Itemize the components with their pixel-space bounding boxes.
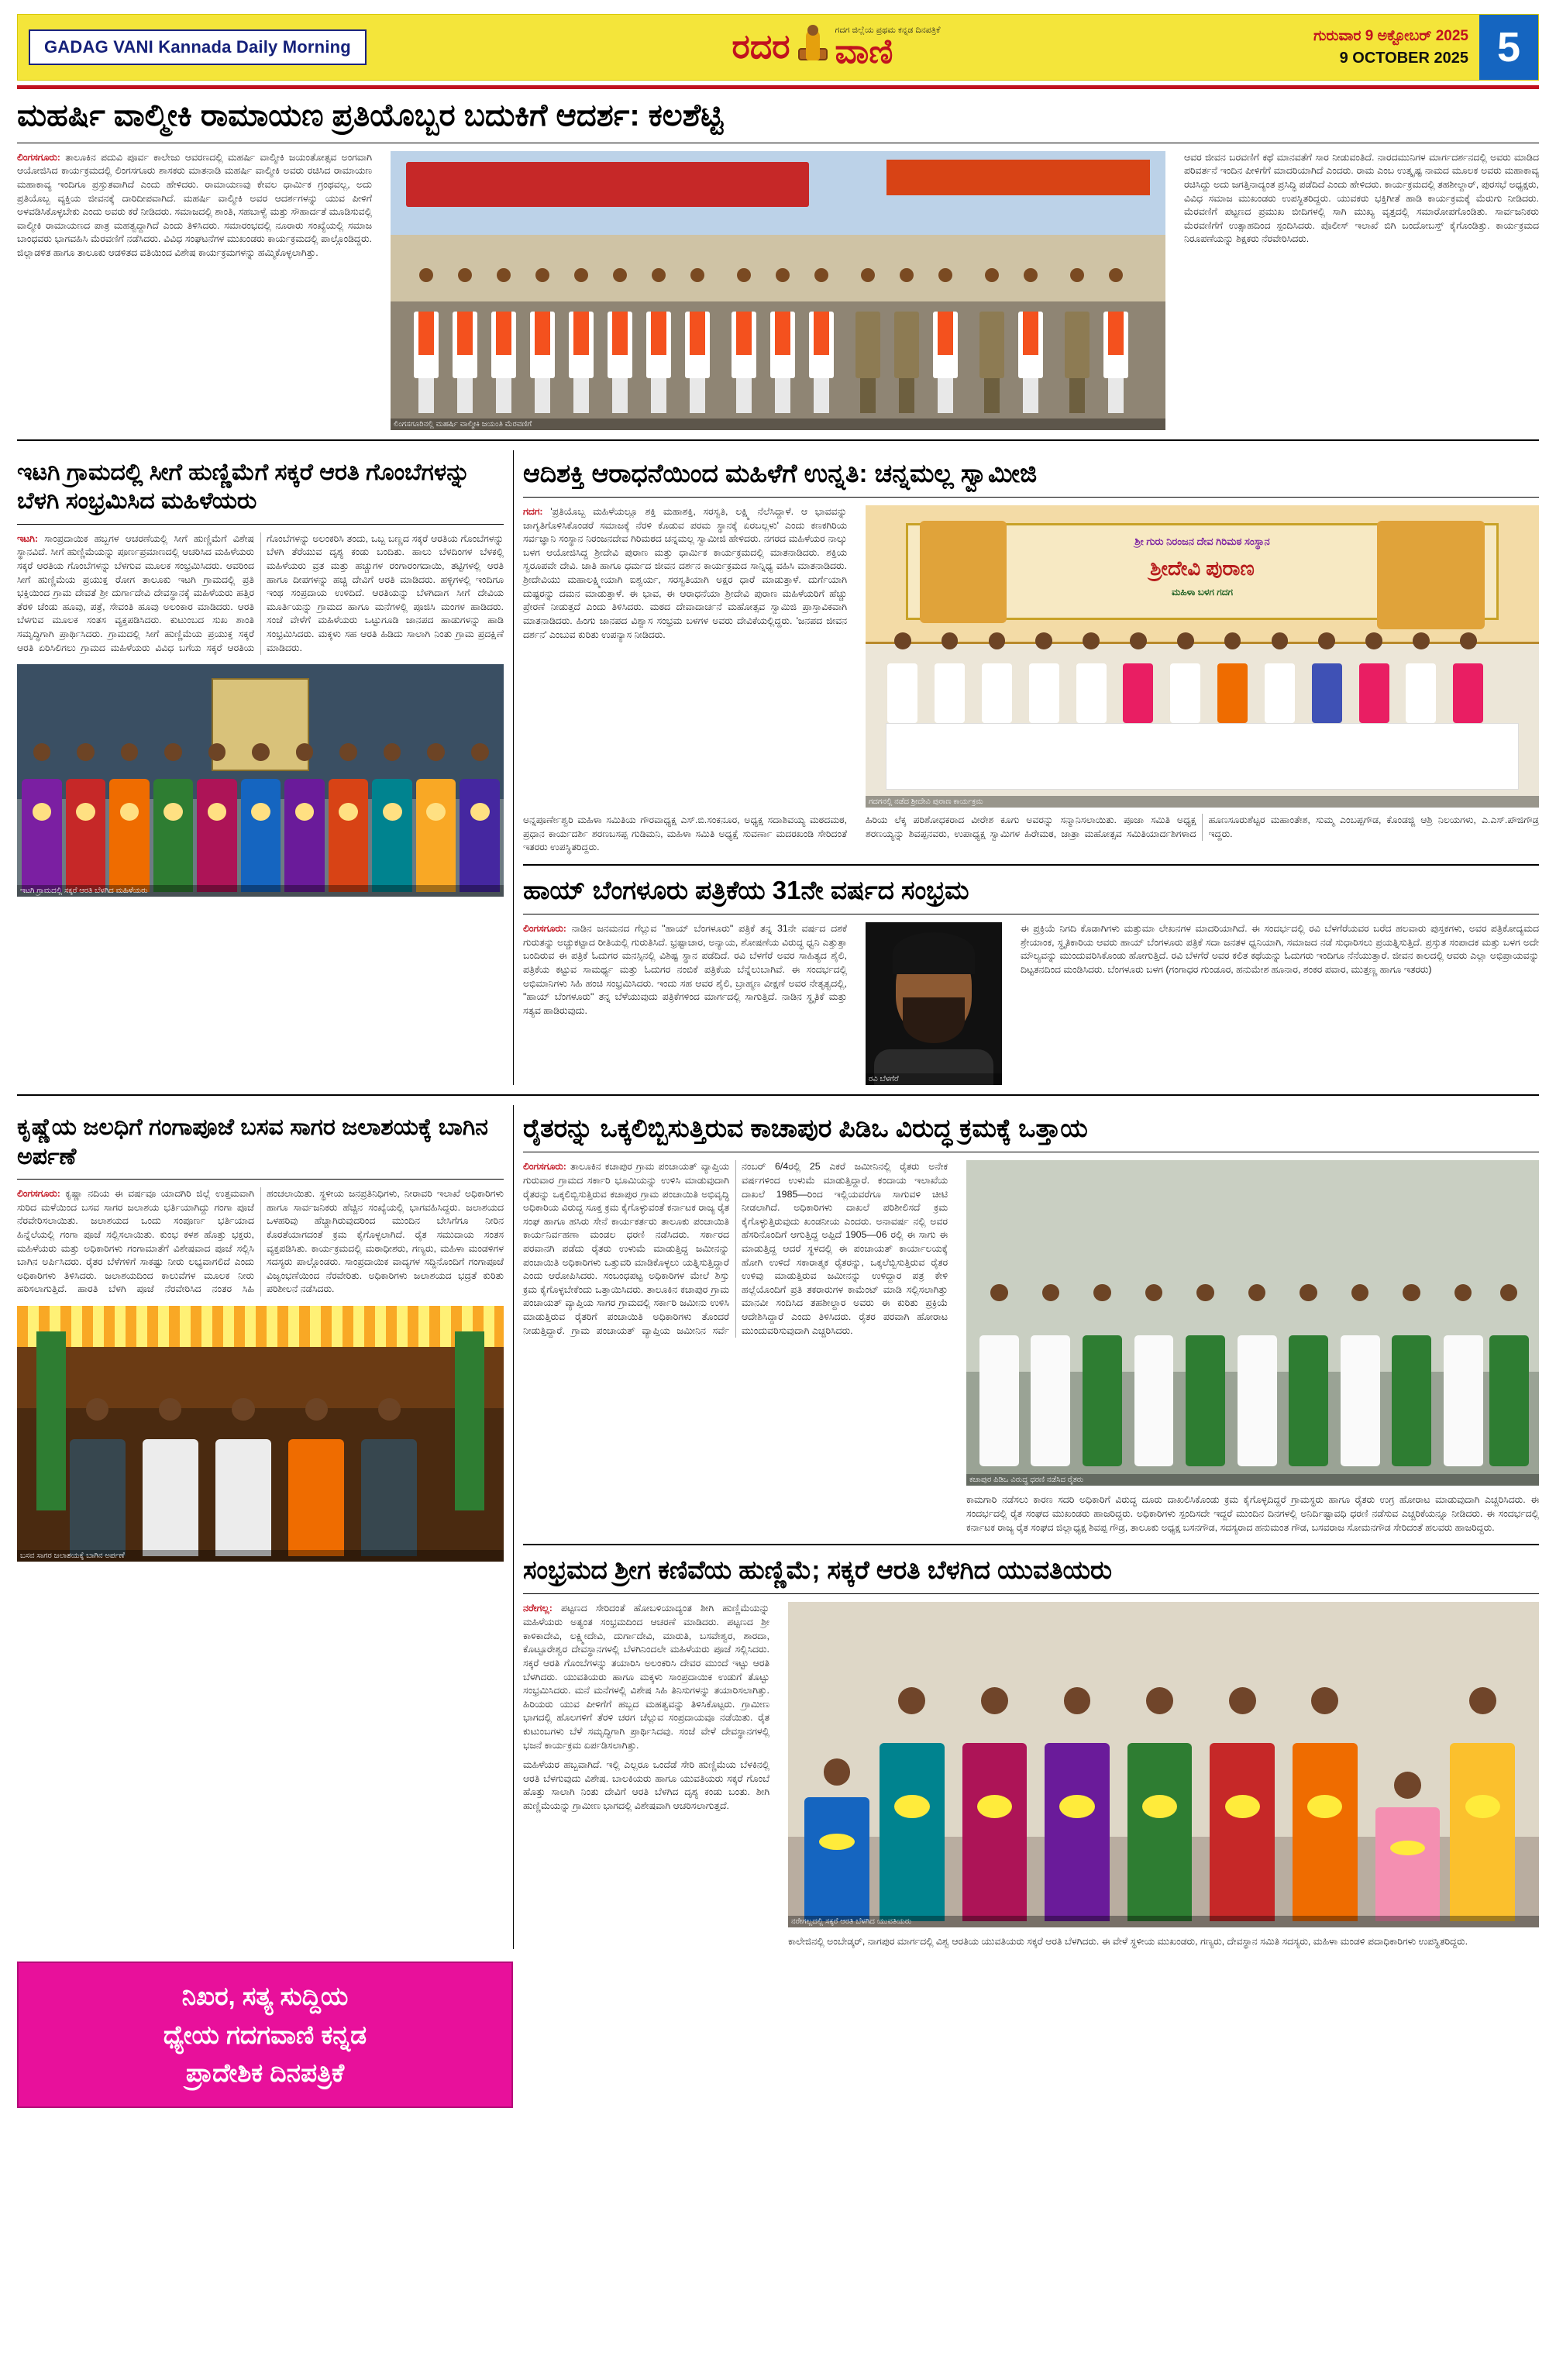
date-kannada: ಗುರುವಾರ 9 ಅಕ್ಟೋಬರ್ 2025: [1313, 27, 1468, 44]
photo-ganga-pooje: [17, 1306, 504, 1562]
seege-story: [523, 1555, 1539, 1949]
adishakti-body-col1: [523, 505, 847, 642]
lead-dateline: ಲಿಂಗಸಗೂರು:: [17, 151, 60, 163]
photo-women-lamps: [17, 664, 504, 897]
page-number: 5: [1479, 15, 1538, 80]
photo-caption-stage: ಗದಗನಲ್ಲಿ ನಡೆದ ಶ್ರೀದೇವಿ ಪುರಾಣ ಕಾರ್ಯಕ್ರಮ: [866, 796, 1539, 808]
adishakti-headline: ಆದಿಶಕ್ತಿ ಆರಾಧನೆಯಿಂದ ಮಹಿಳೆಗೆ ಉನ್ನತಿ: ಚನ್ನಮಲ್ಲ ಸ್ವಾಮೀಜಿ: [523, 458, 1038, 487]
slogan-box: [17, 1962, 513, 2108]
photo-ravi-belagere: [866, 922, 1002, 1085]
adishakti-text-1: 'ಪ್ರತಿಯೊಬ್ಬ ಮಹಿಳೆಯಲ್ಲೂ ಶಕ್ತಿ ಮಹಾಶಕ್ತಿ, ಸರಸ್ವತಿ, ಲಕ್ಷ್ಮಿ ನೆಲೆಸಿದ್ದಾಳೆ. ಆ ಭಾವವನ್ನು ಜಾಗೃತಿಗೊಳಿಸಿಕೊಂಡರೆ ಸಮಾಜಕ್ಕೆ ನೆರಳಿ ಕೊಡುವ ಪರಮ ಸ್ಥಾನಕ್ಕೆ ಏರಬಲ್ಲಳು' ಎಂದು ಕಣಕಗಿರಿಯ ಸರ್ವಜ್ಞಾನಿ ಸಂಸ್ಥಾನ ನಿರಂಜನದೇವ ಗಿರಿಮಠದ ಚನ್ನಮಲ್ಲ ಸ್ವಾಮೀಜಿ ಹೇಳಿದರು. ನಗರದ ಮಹಿಳೆಯರ ನಾಲ್ಕು ಬಳಗ ಆಯೋಜಿಸಿದ್ದ ಶ್ರೀದೇವಿ ಪುರಾಣ ಮತ್ತು ಧಾರ್ಮಿಕ ಕಾರ್ಯಕ್ರಮದಲ್ಲಿ ಮಾತನಾಡಿದರು. ಶಕ್ತಿಯ ಸ್ವರೂಪವೇ ದೇವಿ. ಜಾತಿ ಹಾಗೂ ಧರ್ಮದ ಜೀವನ ದರ್ಶನ ಕಾರ್ಯಕ್ರಮದ ಸಾನ್ನಿಧ್ಯ ವಹಿಸಿ ಮಾತನಾಡಿದರು. ಶ್ರೀದೇವಿಯು ಮಹಾಲಕ್ಷ್ಮೀಯಾಗಿ ಐಶ್ವರ್ಯ, ಸರಸ್ವತಿಯಾಗಿ ಅಕ್ಷರ ಧಾರೆ ಮಾಡುತ್ತಾಳೆ. ದುರ್ಗೆಯಾಗಿ ದುಷ್ಟರನ್ನು ದಮನ ಮಾಡುತ್ತಾಳೆ. ಈ ಭಾವ, ಈ ಆರಾಧನೆಯಾ ಶ್ರೀದೇವಿ ಪುರಾಣ ಮಹಿಳೆಯರಿಗೆ ಹೆಚ್ಚು ಪ್ರೇರಣೆ ನೀಡುತ್ತದೆ ಎಂದು ತಿಳಿಸಿದರು. ಮಠದ ದೇವಾದಾರ್ಚನೆ ಮಹೋತ್ಸವ ಸ್ವಾಮಿಜಿ ಪ್ರಾಸ್ತಾವಿಕವಾಗಿ ಮಾತನಾಡಿದರು. ಹಿಂಗು ಜಾನಪದ ವಿಶ್ವಾಸ ಸಂಭ್ರಮ ಬಳಗಳ ಅವರು ದೇವಿಕೆಯಲ್ಲಿದ್ದರು. 'ಜನಪದ ಜೀವನ ದರ್ಶನ' ಎಂಬುವ ಕುರಿತು ಉಪನ್ಯಾಸ ನೀಡಿದರು.: [523, 506, 847, 640]
photo-farmers-protest: [966, 1160, 1539, 1486]
date-english: 9 OCTOBER 2025: [1339, 49, 1468, 67]
ganga-pooje-body: [17, 1187, 504, 1297]
sugar-aarti-headline: ಇಟಗಿ ಗ್ರಾಮದಲ್ಲಿ ಸೀಗೆ ಹುಣ್ಣಿಮೆಗೆ ಸಕ್ಕರೆ ಆರತಿ ಗೊಂಬೆಗಳನ್ನು ಬೆಳಗಿ ಸಂಭ್ರಮಿಸಿದ ಮಹಿಳೆಯರು: [17, 459, 470, 515]
band-three: [17, 1105, 1539, 1949]
sugar-aarti-body: [17, 532, 504, 655]
photo-caption-meeting: ಕಚಾಪುರ ಪಿಡಿಒ ವಿರುದ್ಧ ಧರಣಿ ನಡೆಸಿದ ರೈತರು: [966, 1474, 1539, 1486]
kachapur-dateline: ಲಿಂಗಸಗೂರು:: [523, 1161, 566, 1173]
seege-col1: [523, 1602, 769, 1752]
banner-line2: ಮಹಿಳಾ ಬಳಗ ಗದಗ: [1172, 587, 1233, 598]
masthead-english-title: GADAG VANI Kannada Daily Morning: [29, 29, 367, 65]
ganga-pooje-dateline: ಲಿಂಗಸಗೂರು:: [17, 1188, 60, 1200]
seege-col3: ಕಾಲೇಜಿನಲ್ಲಿ ಅಂಬೇಡ್ಕರ್, ನಾಗಪುರ ಮಾರ್ಗದಲ್ಲಿ ವಿಶ್ವ ಆರತಿಯ ಯುವತಿಯರು ಸಕ್ಕರೆ ಆರತಿ ಬೆಳಗಿದರು. ಈ ವೇಳೆ ಸ್ಥಳೀಯ ಮುಖಂಡರು, ಗಣ್ಯರು, ದೇವಸ್ಥಾನ ಸಮಿತಿ ಸದಸ್ಯರು, ಮಹಿಳಾ ಮಂಡಳಿ ಪದಾಧಿಕಾರಿಗಳು ಉಪಸ್ಥಿತರಿದ್ದರು.: [788, 1936, 1468, 1948]
photo-caption-women-lamps: ಇಟಗಿ ಗ್ರಾಮದಲ್ಲಿ ಸಕ್ಕರೆ ಆರತಿ ಬೆಳಗಿದ ಮಹಿಳೆಯರು: [17, 885, 504, 897]
photo-valmiki-rally: [391, 151, 1165, 430]
slogan-line-3: ಪ್ರಾದೇಶಿಕ ದಿನಪತ್ರಿಕೆ: [185, 2058, 345, 2088]
seege-text-1: ಪಟ್ಟಣದ ಸೇರಿದಂತೆ ಹೋಬಳಿಯಾದ್ಯಂತ ಶೀಗಿ ಹುಣ್ಣಿಮೆಯನ್ನು ಮಹಿಳೆಯರು ಅತ್ಯಂತ ಸಂಭ್ರಮದಿಂದ ಆಚರಣೆ ಮಾಡಿದರು. ಪಟ್ಟಣದ ಶ್ರೀ ಕಾಳಿಕಾದೇವಿ, ಲಕ್ಷ್ಮೀದೇವಿ, ದುರ್ಗಾದೇವಿ, ಮಾರುತಿ, ಬಸವೇಶ್ವರ, ಶಾರದಾ, ಕೊಟ್ಟೂರೇಶ್ವರ ದೇವಸ್ಥಾನಗಳಲ್ಲಿ ಬೆಳಗಿನಿಂದಲೇ ಮಹಿಳೆಯರು ಪೂಜೆ ಸಲ್ಲಿಸಿದರು. ಸಕ್ಕರೆ ಆರತಿ ಗೊಂಬೆಗಳನ್ನು ತಯಾರಿಸಿ ಅಲಂಕರಿಸಿ ದೇವರ ಮುಂದೆ ಇಟ್ಟು ಆರತಿ ಬೆಳಗಿದರು. ಯುವತಿಯರು ಹಾಗೂ ಮಕ್ಕಳು ಸಾಂಪ್ರದಾಯಿಕ ಉಡುಗೆ ತೊಟ್ಟು ಸಂಭ್ರಮಿಸಿದರು. ಮನೆ ಮನೆಗಳಲ್ಲಿ ವಿಶೇಷ ಸಿಹಿ ತಿನಿಸುಗಳನ್ನು ತಯಾರಿಸಲಾಗಿತ್ತು. ಹಿರಿಯರು ಯುವ ಪೀಳಿಗೆಗೆ ಹಬ್ಬದ ಮಹತ್ವವನ್ನು ತಿಳಿಸಿಕೊಟ್ಟರು. ಗ್ರಾಮೀಣ ಭಾಗದಲ್ಲಿ ಹೊಲಗಳಿಗೆ ತೆರಳಿ ಚರಗ ಚೆಲ್ಲುವ ಸಂಪ್ರದಾಯವೂ ನಡೆಯಿತು. ರೈತ ಕುಟುಂಬಗಳು ಬೆಳೆ ಸಮೃದ್ಧಿಗಾಗಿ ಪ್ರಾರ್ಥಿಸಿದವು. ಸಂಜೆ ವೇಳೆ ದೇವಸ್ಥಾನಗಳಲ್ಲಿ ಭಜನೆ ಕಾರ್ಯಕ್ರಮ ಏರ್ಪಡಿಸಲಾಗಿತ್ತು.: [523, 1603, 769, 1751]
lead-body-col1: [17, 151, 372, 260]
hi-bengaluru-col2: ಈ ಪ್ರಕ್ರಿಯೆ ನಿಗದಿ ಕೊಡಾಗಿಗಳು ಮತ್ತುಮಾ ಲೇಖನಗಳ ಮಾದರಿಯಾಗಿದೆ. ಈ ಸಂದರ್ಭದಲ್ಲಿ ರವಿ ಬೆಳಗೆರೆಯವರ ಬರೆದ ಹಲವಾರು ಪುಸ್ತಕಗಳು, ಅವರ ಪತ್ರಿಕೋದ್ಯಮದ ಶ್ರೇಯಾಂಕ, ಸ್ಥೃತಿಕಾರಿಯ ಆವರು ಹಾಯ್ ಬೆಂಗಳೂರು ಪತ್ರಿಕೆ ಸದಾ ಜನತಳ ಧ್ವನಿಯಾಗಿ, ಸಮಾಜದ ನಡೆ ಸುಧಾರಿಸಲು ಪ್ರಯತ್ನಿಸುತ್ತಿದೆ. ಪ್ರಸ್ತುತ ಸಂಪಾದಕ ಮತ್ತು ಬಳಗ ಅದೇ ಮೌಲ್ಯವನ್ನು ಮುಂದುವರಿಸಿಕೊಂಡು ಹೋಗುತ್ತಿದೆ. ರವಿ ಬೆಳಗೆರೆ ಅವರ ಕಲಿತ ಕಥೆಯನ್ನು ಓದುಗರು ಇಂದಿಗೂ ನೆನೆಯುತ್ತಾರೆ. ಜೀವನ ಕಾಲದಲ್ಲಿ ಆವರು ಎಲ್ಲಾ ಅಭಿಪ್ರಾಯವನ್ನು ದಿಟ್ಟತನದಿಂದ ಮಂಡಿಸಿದರು. ಬೆಂಗಳೂರು ಬಳಗ (ಗಂಗಾಧರ ಗುಂಡೂರ, ಹನುಮೇಶ ಹೂನಾರ, ಶಂಕರ ಪವಾರ, ಮುತ್ತಣ್ಣ ಹಾಗೂ ಇತರರು): [1021, 923, 1539, 975]
hi-bengaluru-col1: [523, 922, 847, 1018]
slogan-line-2: ಧ್ಯೇಯ ಗದಗವಾಣಿ ಕನ್ನಡ: [163, 2020, 367, 2049]
masthead-rule: [17, 85, 1539, 89]
photo-caption-girls: ನರೇಗಲ್ಲದಲ್ಲಿ ಸಕ್ಕರೆ ಆರತಿ ಬೆಳಗಿದ ಯುವತಿಯರು: [788, 1916, 1539, 1927]
adishakti-dateline: ಗದಗ:: [523, 506, 543, 518]
hi-bengaluru-headline: ಹಾಯ್ ಬೆಂಗಳೂರು ಪತ್ರಿಕೆಯ 31ನೇ ವರ್ಷದ ಸಂಭ್ರಮ: [523, 875, 969, 904]
lead-story: [17, 97, 1539, 430]
masthead-right: [1174, 15, 1538, 80]
sugar-aarti-dateline: ಇಟಗಿ:: [17, 532, 39, 544]
masthead-left: [18, 15, 498, 80]
kachapur-col2: ಕಾಮಗಾರಿ ನಡೆಸಲು ಕಾರಣ ಸದರಿ ಅಧಿಕಾರಿಗೆ ವಿರುದ್ಧ ದೂರು ದಾಖಲಿಸಿಕೊಂಡು ಕ್ರಮ ಕೈಗೊಳ್ಳದಿದ್ದರೆ ಗ್ರಾಮಸ್ಥರು ಹಾಗೂ ರೈತರು ಉಗ್ರ ಹೋರಾಟ ಮಾಡುವುದಾಗಿ ಎಚ್ಚರಿಸಿದರು. ಈ ಸಂದರ್ಭದಲ್ಲಿ ರೈತ ಸಂಘದ ಮುಖಂಡರು ಹಾಜರಿದ್ದರು. ಅಧಿಕಾರಿಗಳು ಸ್ಪಂದಿಸದೇ ಇದ್ದರೆ ಮುಂದಿನ ದಿನಗಳಲ್ಲಿ ಅನಿರ್ದಿಷ್ಟಾವಧಿ ಧರಣಿ ನಡೆಸುವ ಎಚ್ಚರಿಕೆಯನ್ನೂ ನೀಡಿದರು. ಈ ಸಂದರ್ಭದಲ್ಲಿ ಕರ್ನಾಟಕ ರಾಜ್ಯ ರೈತ ಸಂಘದ ಜಿಲ್ಲಾಧ್ಯಕ್ಷ ಶಿವಪ್ಪ ಗೌಡ್ರ, ತಾಲೂಕು ಅಧ್ಯಕ್ಷ ಬಸನಗೌಡ, ಸದಸ್ಯರಾದ ಹನುಮಂತ ಗೌಡ, ಬಸವರಾಜ ಸೋಮನಗೌಡ ಸೇರಿದಂತೆ ಹಲವರು ಹಾಜರಿದ್ದರು.: [966, 1494, 1539, 1533]
photo-sridevi-purana-stage: [866, 505, 1539, 808]
logo-word-primary: ರದರ: [732, 28, 790, 66]
kachapur-col1: [523, 1160, 948, 1338]
seege-headline: ಸಂಭ್ರಮದ ಶ್ರೀಗ ಕಣಿವೆಯ ಹುಣ್ಣಿಮೆ; ಸಕ್ಕರೆ ಆರತಿ ಬೆಳಗಿದ ಯುವತಿಯರು: [523, 1555, 1112, 1585]
hi-bengaluru-story: [523, 875, 1539, 1085]
hi-bengaluru-text-1: ನಾಡಿನ ಜನಮನದ ಗೆಲ್ಲುವ "ಹಾಯ್ ಬೆಂಗಳೂರು" ಪತ್ರಿಕೆ ತನ್ನ 31ನೇ ವರ್ಷದ ದಶಕೆ ಗುರುತನ್ನು ಅಚ್ಚುಕಟ್ಟಾದ ರೀತಿಯಲ್ಲಿ ಗುರುತಿಸಿದೆ. ಭ್ರಷ್ಟಾಚಾರ, ಅನ್ಯಾಯ, ಶೋಷಣೆಯ ವಿರುದ್ಧ ಧ್ವನಿ ಎತ್ತುತ್ತಾ ಬಂದಿರುವ ಈ ಪತ್ರಿಕೆ ಓದುಗರ ಮನಸ್ಸಿನಲ್ಲಿ ವಿಶಿಷ್ಟ ಸ್ಥಾನ ಪಡೆದಿದೆ. ರವಿ ಬೆಳಗೆರೆ ಅವರ ಸಾಹಿತ್ಯದ ಶೈಲಿ, ಪತ್ರಿಕೆಯ ಕಟ್ಟುವ ಸಾಮರ್ಥ್ಯ ಮತ್ತು ಓದುಗರ ನಂಬಿಕೆ ಪತ್ರಿಕೆಯ ಬೆನ್ನೆಲುಬಾಗಿವೆ. ಈ ಸಂದರ್ಭದಲ್ಲಿ ಅಭಿಮಾನಿಗಳು ಸಿಹಿ ಹಂಚಿ ಸಂಭ್ರಮಿಸಿದರು. ಇಂದು ಸಹ ಆವರ ಶೈಲಿ, ಬ್ರಾಹ್ಮಣ ವೀಕ್ಷಣೆ ಅವರ ನೇತೃತ್ವದಲ್ಲಿ, "ಹಾಯ್ ಬೆಂಗಳೂರು" ತನ್ನ ಬೆಳೆಯುವುದು ಪತ್ರಿಕೆಗಳಿಂದ ಮಾರ್ಗದಲ್ಲಿ ಸಾಗುತ್ತಿದೆ. ನಾಡಿನ ಸ್ಥೃತಿಕೆ ಮತ್ತು ಸತ್ಯವ ಹಾಡಿರುವುದು.: [523, 923, 847, 1016]
masthead-logo: [498, 15, 1174, 80]
lead-text-1: ತಾಲೂಕಿನ ಪದುವಿ ಪೂರ್ವ ಕಾಲೇಜು ಆವರಣದಲ್ಲಿ ಮಹರ್ಷಿ ವಾಲ್ಮೀಕಿ ಜಯಂತೋತ್ಸವ ಅಂಗವಾಗಿ ಆಯೋಜಿಸಿದ ಕಾರ್ಯಕ್ರಮದಲ್ಲಿ ಲಿಂಗಸಗೂರು ಶಾಸಕರು ಮಾತನಾಡಿ ಮಹರ್ಷಿ ವಾಲ್ಮೀಕಿ ಅವರು ರಚಿಸಿದ ರಾಮಾಯಣ ಮಹಾಕಾವ್ಯ ಇಂದಿಗೂ ಪ್ರಸ್ತುತವಾಗಿದೆ ಎಂದು ಹೇಳಿದರು. ರಾಮಾಯಣವು ಕೇವಲ ಧಾರ್ಮಿಕ ಗ್ರಂಥವಲ್ಲ, ಅದು ಪ್ರತಿಯೊಬ್ಬ ವ್ಯಕ್ತಿಯ ಜೀವನಕ್ಕೆ ದಾರಿದೀಪವಾಗಿದೆ. ಮಹರ್ಷಿ ವಾಲ್ಮೀಕಿ ಅವರ ಆದರ್ಶಗಳನ್ನು ಯುವ ಪೀಳಿಗೆ ಅಳವಡಿಸಿಕೊಳ್ಳಬೇಕು ಎಂದು ಅವರು ಕರೆ ನೀಡಿದರು. ಸಮಾಜದಲ್ಲಿ ಶಾಂತಿ, ಸಹಬಾಳ್ವೆ ಮತ್ತು ಸೌಹಾರ್ದತೆ ಮೂಡಿಸುವಲ್ಲಿ ವಾಲ್ಮೀಕಿ ರಾಮಾಯಣದ ಪಾತ್ರ ಮಹತ್ವದ್ದಾಗಿದೆ ಎಂದು ತಿಳಿಸಿದರು. ಸಮಾರಂಭದಲ್ಲಿ ನೂರಾರು ಸಂಖ್ಯೆಯಲ್ಲಿ ಸಮಾಜ ಬಾಂಧವರು ಭಾಗವಹಿಸಿ ಮೆರವಣಿಗೆ ನಡೆಸಿದರು. ವಿವಿಧ ಸಂಘಟನೆಗಳ ಮುಖಂಡರು ಕಾರ್ಯಕ್ರಮದಲ್ಲಿ ಪಾಲ್ಗೊಂಡಿದ್ದರು. ಜಿಲ್ಲಾಡಳಿತ ಹಾಗೂ ತಾಲೂಕು ಆಡಳಿತದ ವತಿಯಿಂದ ವಿಶೇಷ ಕಾರ್ಯಕ್ರಮಗಳನ್ನು ಹಮ್ಮಿಕೊಳ್ಳಲಾಗಿತ್ತು.: [17, 151, 372, 259]
logo-word-secondary: ವಾಣಿ: [835, 33, 893, 71]
seege-col2: ಮಹಿಳೆಯರ ಹಬ್ಬವಾಗಿದೆ. ಇಲ್ಲಿ ಎಲ್ಲರೂ ಒಂದೆಡೆ ಸೇರಿ ಹುಣ್ಣಿಮೆಯ ಬೆಳಕಿನಲ್ಲಿ ಆರತಿ ಬೆಳಗುವುದು ವಿಶೇಷ. ಬಾಲಕಿಯರು ಹಾಗೂ ಯುವತಿಯರು ಸಕ್ಕರೆ ಗೊಂಬೆ ಹೊತ್ತು ಸಾಲಾಗಿ ನಿಂತು ದೇವಿಗೆ ಆರತಿ ಬೆಳಗಿದ ದೃಶ್ಯ ಕಂಡು ಬಂತು. ಶೀಗಿ ಹುಣ್ಣಿಮೆಯನ್ನು ಗ್ರಾಮೀಣ ಭಾಗದಲ್ಲಿ ವಿಶೇಷವಾಗಿ ಆಚರಿಸಲಾಗುತ್ತದೆ.: [523, 1759, 769, 1811]
date-block: [1313, 28, 1479, 67]
slogan-line-1: ನಿಖರ, ಸತ್ಯ ಸುದ್ದಿಯ: [181, 1982, 349, 2011]
photo-girls-aarti: [788, 1602, 1539, 1927]
band-two: [17, 450, 1539, 1085]
sugar-aarti-text: ಸಾಂಪ್ರದಾಯಿಕ ಹಬ್ಬಗಳ ಆಚರಣೆಯಲ್ಲಿ ಸೀಗೆ ಹುಣ್ಣಿಮೆಗೆ ವಿಶೇಷ ಸ್ಥಾನವಿದೆ. ಸೀಗೆ ಹುಣ್ಣಿಮೆಯನ್ನು ಪೂರ್ಣಪ್ರಮಾಣದಲ್ಲಿ ಆಚರಿಸಿದ ಮಹಿಳೆಯರು ಸಕ್ಕರೆ ಆರತಿಯ ಗೊಂಬೆಗಳನ್ನು ಬೆಳಗುವ ಮೂಲಕ ಸಂಭ್ರಮಿಸಿದರು. ಆವರಿಂದ ಸೀಗೆ ಹುಣ್ಣಿಮೆಯ ಪ್ರಯುಕ್ತ ರೋಗ ತಾಲೂಕು ಇಟಗಿ ಗ್ರಾಮದಲ್ಲಿ ಪ್ರತಿ ಭಕ್ತಿಯಿಂದ ಗ್ರಾಮ ದೇವತೆ ಶ್ರೀ ದುರ್ಗಾದೇವಿ ದೇವಸ್ಥಾನಕ್ಕೆ ಮಹಿಳೆಯರು ಹತ್ತಿರ ತೆರಳಿ ಚೆಂಡು ಹೂವು, ಪತ್ರೆ, ಸೇವಂತಿ ಹೂವು ಅಲಂಕಾರ ಮಾಡಿದರು. ಆರತಿ ಬೆಳಗುವ ಮೂಲಕ ಸಂತಸ ವ್ಯಕ್ತಪಡಿಸಿದರು. ಕುಟುಂಬದ ಸುಖ ಶಾಂತಿ ಸಮೃದ್ಧಿಗಾಗಿ ಪ್ರಾರ್ಥಿಸಿದರು. ಗ್ರಾಮದಲ್ಲಿ ಸೀಗೆ ಹುಣ್ಣಿಮೆಯ ಪ್ರಯುಕ್ತ ಸಕ್ಕರೆ ಆರತಿ ಏರಿಸಿಲಿಗಲು ಗ್ರಾಮದ ಮಹಿಳೆಯರು ವಿವಿಧ ಬಗೆಯ ಸಕ್ಕರೆ ಆರತಿಯ ಗೊಂಬೆಗಳನ್ನು ಅಲಂಕರಿಸಿ ತಂದು, ಒಬ್ಬ ಬಣ್ಣದ ಸಕ್ಕರೆ ಆರತಿಯ ಗೊಂಬೆಗಳನ್ನು ಬೆಳಗಿ ತೆರೆಯುವ ದೃಶ್ಯ ಕಂಡು ಬಂದಿತು. ಹಾಲು ಬೆಳದಿಂಗಳ ಬೆಳಕಲ್ಲಿ ಮಹಿಳೆಯರು ವ್ರತ ಮತ್ತು ಹಚ್ಚುಗಳ ರಂಗಾರಂಗದಾಯಿ, ತಟ್ಟಿಗಳಲ್ಲಿ ಆರತಿ ಹಾಗೂ ದೀಪಗಳನ್ನು ಹಚ್ಚಿ ದೇವಿಗೆ ಆರತಿ ಮಾಡಿದರು. ಹಳ್ಳಿಗಳಲ್ಲಿ ಇಂದಿಗೂ ಇಂಥ ಸಂಪ್ರದಾಯ ಉಳಿದಿದೆ. ಆರತಿಯನ್ನು ಬೆಳಗಿದಾಗ ಸೀಗೆ ದೇವಿಯ ಮೂರ್ತಿಯನ್ನು ಗ್ರಾಮದ ಹಾಗೂ ಮನೆಗಳಲ್ಲಿ ಪೂಜಿಸಿ ಮಂಗಳ ಹಾಡಿದರು. ಸಂಜೆ ವೇಳೆಗೆ ಮಹಿಳೆಯರು ಒಟ್ಟುಗೂಡಿ ಜಾನಪದ ಹಾಡುಗಳನ್ನು ಹಾಡಿ ಸಂಭ್ರಮಿಸಿದರು. ಮಕ್ಕಳು ಸಹ ಆರತಿ ಹಿಡಿದು ಸಾಲಾಗಿ ನಿಂತು ಗ್ರಾಮ ಪ್ರದಕ್ಷಿಣೆ ಮಾಡಿದರು.: [17, 532, 504, 653]
masthead: [17, 14, 1539, 81]
photo-caption-portrait: ರವಿ ಬೆಳಗೆರೆ: [866, 1073, 1002, 1085]
logo-subtitle: ಗದಗ ಜಿಲ್ಲೆಯ ಪ್ರಥಮ ಕನ್ನಡ ದಿನಪತ್ರಿಕೆ: [835, 25, 941, 35]
photo-caption-rally: ಲಿಂಗಸಗೂರಿನಲ್ಲಿ ಮಹರ್ಷಿ ವಾಲ್ಮೀಕಿ ಜಯಂತಿ ಮೆರವಣಿಗೆ: [391, 418, 1165, 430]
banner-line1: ಶ್ರೀ ಗುರು ನಿರಂಜನ ದೇವ ಗಿರಿಮಠ ಸಂಸ್ಥಾನ: [1134, 536, 1270, 548]
kachapur-headline: ರೈತರನ್ನು ಒಕ್ಕಲಿಬ್ಬಿಸುತ್ತಿರುವ ಕಾಚಾಪುರ ಪಿಡಿಒ ವಿರುದ್ಧ ಕ್ರಮಕ್ಕೆ ಒತ್ತಾಯ: [523, 1114, 1088, 1143]
kachapur-text-1: ತಾಲೂಕಿನ ಕಚಾಪುರ ಗ್ರಾಮ ಪಂಚಾಯತ್ ವ್ಯಾಪ್ತಿಯ ಗುರುವಾರ ಗ್ರಾಮದ ಸರ್ಕಾರಿ ಭೂಮಿಯನ್ನು ಉಳಿಸಿ ಮಾಡುವುದಾಗಿ ರೈತರನ್ನು ಒಕ್ಕಲಿಬ್ಬಿಸುತ್ತಿರುವ ಕಚಾಪುರ ಗ್ರಾಮ ಪಂಚಾಯಿತಿ ಅಭಿವೃದ್ಧಿ ಅಧಿಕಾರಿಯ ವಿರುದ್ಧ ಸೂಕ್ತ ಕ್ರಮ ಕೈಗೊಳ್ಳುವಂತೆ ಕರ್ನಾಟಕ ರಾಜ್ಯ ರೈತ ಸಂಘ ಹಾಗೂ ಹಸಿರು ಸೇನೆ ಕಾರ್ಯಕರ್ತರು ತಾಲೂಕು ಪಂಚಾಯಿತಿ ಕಾರ್ಯನಿರ್ವಹಣಾ ಮಂಡಲ ಧರಣಿ ನಡೆಸಿದರು. ಸರ್ಕಾರದ ಪರವಾನಗಿ ಪಡೆದು ರೈತರು ಉಳುಮೆ ಮಾಡುತ್ತಿದ್ದ ಜಮೀನನ್ನು ಪಂಚಾಯಿತಿ ಅಧಿಕಾರಿಗಳು ಒತ್ತುವರಿ ಮಾಡಿಕೊಳ್ಳಲು ಯತ್ನಿಸುತ್ತಿದ್ದಾರೆ ಎಂದು ಆರೋಪಿಸಿದರು. ಸಂಬಂಧಪಟ್ಟ ಅಧಿಕಾರಿಗಳ ಮೇಲೆ ಶಿಸ್ತು ಕ್ರಮ ಕೈಗೊಳ್ಳಬೇಕೆಂದು ಒತ್ತಾಯಿಸಿದರು. ತಾಲೂಕಿನ ಕಚಾಪುರ ಗ್ರಾಮ ಪಂಚಾಯತ್ ವ್ಯಾಪ್ತಿಯ ಸಾಗರ ಗ್ರಾಮದಲ್ಲಿ ಸರ್ಕಾರಿ ಜಮೀನು ಉಳಿಸಿ ಮಾಡುತ್ತಿರುವ ರೈತರಿಗೆ ಪಂಚಾಯಿತಿ ಅಧಿಕಾರಿಗಳು ತೊಂದರೆ ನೀಡುತ್ತಿದ್ದಾರೆ. ಗ್ರಾಮ ಪಂಚಾಯತ್ ವ್ಯಾಪ್ತಿಯ ಜಮೀನಿನ ಸರ್ವೆ ನಂಬರ್ 6/4ರಲ್ಲಿ 25 ಎಕರೆ ಜಮೀನಿನಲ್ಲಿ ರೈತರು ಅನೇಕ ವರ್ಷಗಳಿಂದ ಉಳುಮೆ ಮಾಡುತ್ತಿದ್ದಾರೆ. ಕಂದಾಯ ಇಲಾಖೆಯ ದಾಖಲೆ 1985—ರಿಂದ ಇಲ್ಲಿಯವರೆಗೂ ಸಾಗುವಳಿ ಚೀಟಿ ನೀಡಲಾಗಿದೆ. ಅಧಿಕಾರಿಗಳು ದಾಖಲೆ ಪರಿಶೀಲಿಸದೆ ಕ್ರಮ ಕೈಗೊಳ್ಳುತ್ತಿರುವುದು ಖಂಡನೀಯ ಎಂದರು. ಅನಾವರ್ಷ ನಲ್ಲಿ ಅವರ ಹೆಸರಿನೊಂದಿಗೆ ಆಗುತ್ತಿದ್ದ ಅಪ್ಪಿದೆ 1905—06 ರಲ್ಲಿ ಈ ಸಾಗು ಈ ಮಾಡುತ್ತಿದ್ದ ಆದರೆ ಸ್ಥಳದಲ್ಲಿ ಈ ಪಂಚಾಯತ್ ಕಾರ್ಯಾಲಯಕ್ಕೆ ಹೋಗಿ ಉಳಿದೆ ಸಕಾರಾತ್ಮಕ ರೈತರನ್ನು, ಒಕ್ಕಲೆಬ್ಬಿಸುತ್ತಿರುವ ರೈತರ ಉಳಿವು ಮಾಡುತ್ತಿರುವ ಜಮೀನನ್ನು ಉಳಿದ್ದಾರ ಪತ್ರ ಕೇಳಿ ಹಲ್ಲೆಯೊಂದಿಗೆ ಪ್ರತಿ ತಕರಾರುಗಳ ಕಾಮೆಂಟ್ ಮಾಡಿ ಸಲ್ಲಿಸಲಾಗಿತ್ತು ಮಾನವೀ ಸಂದಿಸಿದ ತಹಶೀಲ್ದಾರ ಅವರು ಈ ಕುರಿತು ಪ್ರಕ್ರಿಯೆ ಆದೇಶಿಸಿದ್ದಾರೆ ಎಂದು ತಿಳಿಸಿದರು. ರೈತರ ಪರವಾಗಿ ಹೋರಾಟ ಮುಂದುವರಿಸುವುದಾಗಿ ಎಚ್ಚರಿಸಿದರು.: [523, 1161, 948, 1336]
lead-headline: ಮಹರ್ಷಿ ವಾಲ್ಮೀಕಿ ರಾಮಾಯಣ ಪ್ರತಿಯೊಬ್ಬರ ಬದುಕಿಗೆ ಆದರ್ಶ: ಕಲಶೆಟ್ಟಿ: [17, 98, 724, 133]
hi-bengaluru-dateline: ಲಿಂಗಸಗೂರು:: [523, 923, 566, 935]
seege-dateline: ನರೇಗಲ್ಲ:: [523, 1603, 553, 1614]
adishakti-body-col2: ಹಿರಿಯ ಲೆಕ್ಕ ಪರಿಶೋಧಕರಾದ ವೀರೇಶ ಕೂಗು ಅವರನ್ನು ಸನ್ಮಾನಿಸಲಾಯಿತು. ಪೂಜಾ ಸಮಿತಿ ಅಧ್ಯಕ್ಷ ಶರಣಯ್ಯನ್ನು ಶಿವಪ್ಪನವರು, ಉಪಾಧ್ಯಕ್ಷ ಸ್ವಾಮಿಗಳ ಹಿರೇಮಠ, ಜಾತ್ರಾ ಮಹೋತ್ಸವ ಸಮಿತಿಯಾರ್ದಶಿಗಳಾದ ಹೂಣಸೂರುಶೆಟ್ಟರ ಮಹಾಂತೇಶ, ಸುಮ್ಮ ಎಂಬಪ್ಪಗೌಡ, ಕೊಂಡಜ್ಜಿ ಆಶ್ರಿ ನಿಲಯಗಳು, ಎ.ಎಸ್.ಪೌಜಿಗೌಡ್ರ ಇದ್ದರು.: [866, 815, 1539, 839]
adishakti-namelist: ಅನ್ನಪೂರ್ಣೇಶ್ವರಿ ಮಹಿಳಾ ಸಮಿತಿಯ ಗೌರವಾಧ್ಯಕ್ಷ ಎಸ್.ಬಿ.ಸಂಕನೂರ, ಅಧ್ಯಕ್ಷ ಸದಾಶಿವಯ್ಯ ಮಠದಮಠ, ಪ್ರಧಾನ ಕಾರ್ಯದರ್ಶಿ ಶರಣಬಸಪ್ಪ ಗುಡಿಮನಿ, ಮಹಿಳಾ ಸಮಿತಿ ಅಧ್ಯಕ್ಷೆ ಸುವರ್ಣಾ ಮದರಖಂಡಿ ಸೇರಿದಂತೆ ಇತರರು ಉಪಸ್ಥಿತರಿದ್ದರು.: [523, 815, 847, 853]
ganga-pooje-headline: ಕೃಷ್ಣೆಯ ಜಲಧಿಗೆ ಗಂಗಾಪೂಜೆ ಬಸವ ಸಾಗರ ಜಲಾಶಯಕ್ಕೆ ಬಾಗಿನ ಅರ್ಪಣೆ: [17, 1114, 488, 1169]
photo-caption-pooja: ಬಸವ ಸಾಗರ ಜಲಾಶಯಕ್ಕೆ ಬಾಗಿನ ಅರ್ಪಣೆ: [17, 1550, 504, 1562]
banner-title: ಶ್ರೀದೇವಿ ಪುರಾಣ: [1150, 556, 1255, 580]
lead-body-col2: ಆವರ ಜೀವನ ಬರವಣಿಗೆ ಕಥೆ ಮಾನವತೆಗೆ ಸಾರ ನೀಡುವಂತಿದೆ. ನಾರದಮುನಿಗಳ ಮಾರ್ಗದರ್ಶನದಲ್ಲಿ ಅವರು ಮಾಡಿದ ಪರಿವರ್ತನೆ ಇಂದಿನ ಪೀಳಿಗೆಗೆ ಮಾದರಿಯಾಗಿದೆ ಎಂದರು. ರಾಮ ಎಂಬ ಉತ್ಕೃಷ್ಟ ನಾಮದ ಮೂಲಕ ಅವರು ಮಹಾಕಾವ್ಯ ರಚಿಸಿದ್ದು ಅದು ಜಗತ್ತಿನಾದ್ಯಂತ ಪ್ರಸಿದ್ಧಿ ಪಡೆದಿದೆ ಎಂದು ಹೇಳಿದರು. ಕಾರ್ಯಕ್ರಮದಲ್ಲಿ ತಹಶೀಲ್ದಾರ್, ಪುರಸಭೆ ಅಧ್ಯಕ್ಷರು, ವಿವಿಧ ಸಮಾಜ ಮುಖಂಡರು ಉಪಸ್ಥಿತರಿದ್ದರು. ಯುವಕರು ಭಕ್ತಿಗೀತೆ ಹಾಡಿ ಕಾರ್ಯಕ್ರಮಕ್ಕೆ ಮೆರುಗು ನೀಡಿದರು. ಮೆರವಣಿಗೆ ಪಟ್ಟಣದ ಪ್ರಮುಖ ಬೀದಿಗಳಲ್ಲಿ ಸಾಗಿ ಮುಖ್ಯ ವೃತ್ತದಲ್ಲಿ ಸಮಾರೋಪಗೊಂಡಿತು. ಸಾರ್ವಜನಿಕರು ಮೆರವಣಿಗೆಗೆ ಉತ್ಸಾಹದಿಂದ ಸ್ಪಂದಿಸಿದರು. ಪೊಲೀಸ್ ಇಲಾಖೆ ಬಿಗಿ ಬಂದೋಬಸ್ತ್ ಕೈಗೊಂಡಿತ್ತು. ಕಾರ್ಯಕ್ರಮದ ನಿರೂಪಣೆಯನ್ನು ಶಿಕ್ಷಕರು ನೆರವೇರಿಸಿದರು.: [1184, 151, 1539, 245]
drummer-icon: [797, 25, 829, 70]
ganga-pooje-text: ಕೃಷ್ಣಾ ನದಿಯ ಈ ವರ್ಷವೂ ಯಾದಗಿರಿ ಜಿಲ್ಲೆ ಉತ್ತಮವಾಗಿ ಸುರಿದ ಮಳೆಯಿಂದ ಬಸವ ಸಾಗರ ಜಲಾಶಯ ಭರ್ತಿಯಾಗಿದ್ದು ಗಂಗಾ ಪೂಜೆ ನೆರವೇರಿಸಲಾಯಿತು. ಜಲಾಶಯದ ಒಂದು ಸಂಪೂರ್ಣ ಭರ್ತಿಯಾದ ಹಿನ್ನೆಲೆಯಲ್ಲಿ ಗಂಗಾ ಪೂಜೆ ಸಲ್ಲಿಸಲಾಯಿತು. ಕುಂಭ ಕಳಶ ಹೊತ್ತು ಭಕ್ತರು, ಮಹಿಳೆಯರು ಮತ್ತು ಅಧಿಕಾರಿಗಳು ಗಂಗಾಮಾತೆಗೆ ವಿಶೇಷವಾದ ಪೂಜೆ ಸಲ್ಲಿಸಿ ಬಾಗಿನ ಅರ್ಪಿಸಿದರು. ರೈತರ ಬೆಳೆಗಳಿಗೆ ಸಾಕಷ್ಟು ನೀರು ಲಭ್ಯವಾಗಲಿದೆ ಎಂದು ಅಧಿಕಾರಿಗಳು ತಿಳಿಸಿದರು. ಜಲಾಶಯದಿಂದ ಕಾಲುವೆಗಳ ಮೂಲಕ ನೀರು ಹರಿಸಲಾಗುತ್ತಿದೆ. ಹಾರತಿ ಬೆಳಗಿ ಪೂಜೆ ನೆರವೇರಿಸಿದ ನಂತರ ಸಿಹಿ ಹಂಚಲಾಯಿತು. ಸ್ಥಳೀಯ ಜನಪ್ರತಿನಿಧಿಗಳು, ನೀರಾವರಿ ಇಲಾಖೆ ಅಧಿಕಾರಿಗಳು ಹಾಗೂ ಸಾರ್ವಜನಿಕರು ಹೆಚ್ಚಿನ ಸಂಖ್ಯೆಯಲ್ಲಿ ಭಾಗವಹಿಸಿದ್ದರು. ಜಲಾಶಯದ ಒಳಹರಿವು ಹೆಚ್ಚಾಗಿರುವುದರಿಂದ ಮುಂದಿನ ಬೇಸಿಗೆಗೂ ನೀರಿನ ಕೊರತೆಯಾಗದಂತೆ ಕ್ರಮ ಕೈಗೊಳ್ಳಲಾಗಿದೆ. ರೈತ ಸಮುದಾಯ ಸಂತಸ ವ್ಯಕ್ತಪಡಿಸಿತು. ಕಾರ್ಯಕ್ರಮದಲ್ಲಿ ಮಠಾಧೀಶರು, ಗಣ್ಯರು, ಮಹಿಳಾ ಮಂಡಳಿಗಳ ಸದಸ್ಯರು ಪಾಲ್ಗೊಂಡರು. ಸಾಂಪ್ರದಾಯಿಕ ವಾದ್ಯಗಳ ಸದ್ದಿನೊಂದಿಗೆ ಗಂಗಾಪೂಜೆ ವಿಜೃಂಭಣೆಯಿಂದ ನೆರವೇರಿತು. ಅಧಿಕಾರಿಗಳು ಜಲಾಶಯದ ಭದ್ರತೆ ಕುರಿತು ಪರಿಶೀಲನೆ ನಡೆಸಿದರು.: [17, 1188, 504, 1295]
